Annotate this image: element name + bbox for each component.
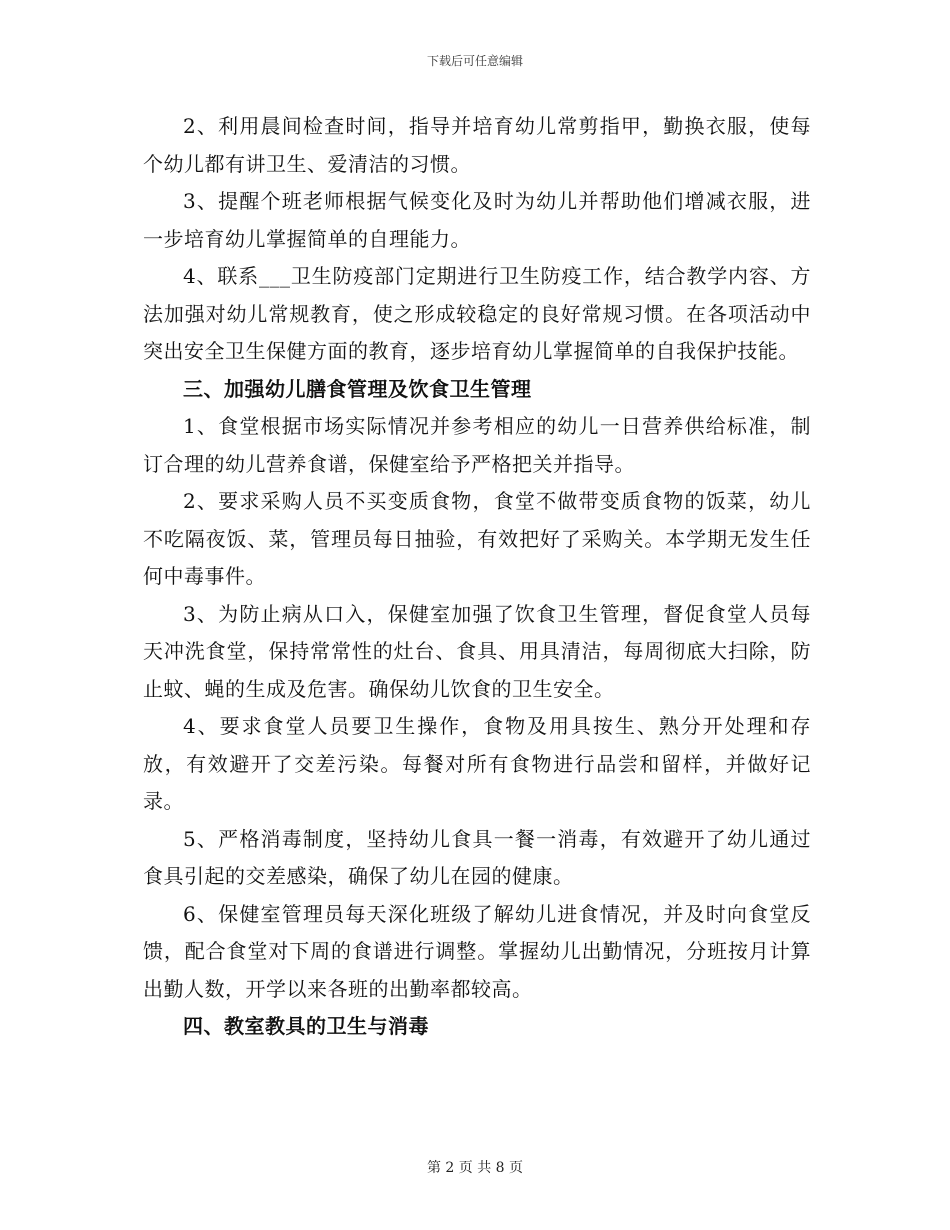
- paragraph-item-6-attendance: 6、保健室管理员每天深化班级了解幼儿进食情况，并及时向食堂反馈，配合食堂对下周的食谱进行调整。掌握幼儿出勤情况，分班按月计算出勤人数，开学以来各班的出勤率都较高。: [143, 901, 811, 1001]
- section-heading-4: 四、教室教具的卫生与消毒: [183, 1014, 429, 1038]
- document-body: [143, 108, 811, 1046]
- paragraph-item-4: 4、联系___卫生防疫部门定期进行卫生防疫工作，结合教学内容、方法加强对幼儿常规教育，使之形成较稳定的良好常规习惯。在各项活动中突出安全卫生保健方面的教育，逐步培育幼儿掌握简单的自我保护技能。: [143, 264, 811, 363]
- paragraph-item-2: 2、利用晨间检查时间，指导并培育幼儿常剪指甲，勤换衣服，使每个幼儿都有讲卫生、爱清洁的习惯。: [143, 114, 811, 176]
- paragraph-item-3-hygiene: 3、为防止病从口入，保健室加强了饮食卫生管理，督促食堂人员每天冲洗食堂，保持常常性的灶台、食具、用具清洁，每周彻底大扫除，防止蚊、蝇的生成及危害。确保幼儿饮食的卫生安全。: [143, 601, 811, 701]
- paragraph-item-5-disinfection: 5、严格消毒制度，坚持幼儿食具一餐一消毒，有效避开了幼儿通过食具引起的交差感染，确保了幼儿在园的健康。: [143, 826, 811, 888]
- paragraph-item-4-operation: 4、要求食堂人员要卫生操作，食物及用具按生、熟分开处理和存放，有效避开了交差污染。每餐对所有食物进行品尝和留样，并做好记录。: [143, 714, 811, 813]
- page-header-note: 下载后可任意编辑: [426, 54, 523, 68]
- paragraph-item-2-purchasing: 2、要求采购人员不买变质食物，食堂不做带变质食物的饭菜，幼儿不吃隔夜饭、菜，管理员每日抽验，有效把好了采购关。本学期无发生任何中毒事件。: [143, 489, 811, 588]
- paragraph-item-3: 3、提醒个班老师根据气候变化及时为幼儿并帮助他们增减衣服，进一步培育幼儿掌握简单的自理能力。: [143, 189, 811, 251]
- page-number: 第 2 页 共 8 页: [426, 1160, 524, 1176]
- section-heading-3: 三、加强幼儿膳食管理及饮食卫生管理: [183, 376, 532, 401]
- paragraph-item-1: 1、食堂根据市场实际情况并参考相应的幼儿一日营养供给标准，制订合理的幼儿营养食谱，保健室给予严格把关并指导。: [143, 414, 811, 476]
